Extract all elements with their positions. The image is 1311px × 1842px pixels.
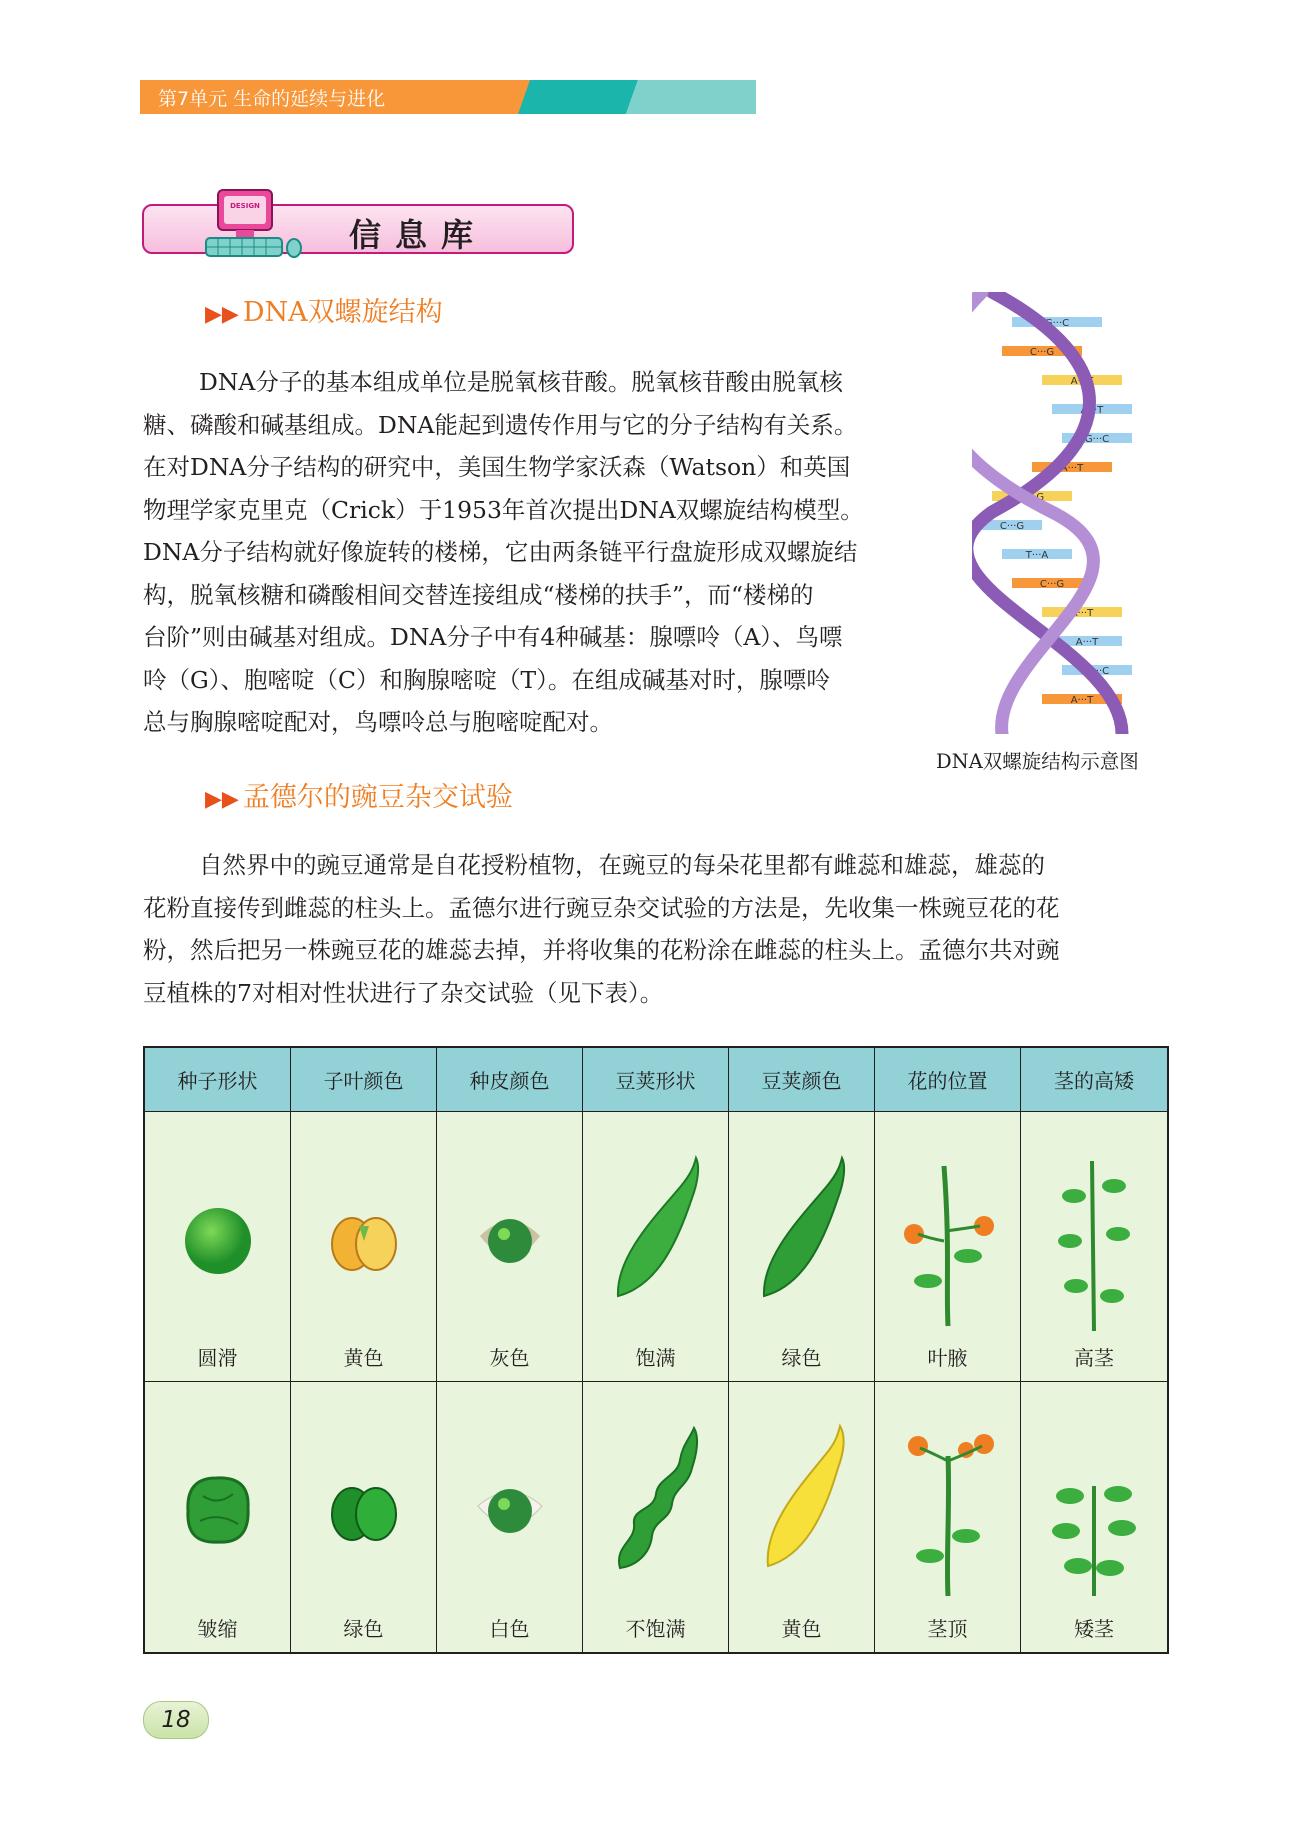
table-cell	[1021, 1112, 1167, 1382]
green-cotyledon-icon	[304, 1416, 424, 1606]
section-heading-dna-text: DNA双螺旋结构	[242, 297, 443, 328]
terminal-flower-icon	[888, 1416, 1008, 1606]
tall-stem-icon	[1034, 1146, 1154, 1336]
base-pair-label: C···G	[1019, 492, 1045, 503]
unit-header-orange	[140, 80, 530, 114]
white-seed-coat-icon	[450, 1416, 570, 1606]
base-pair-label: A···T	[1070, 608, 1094, 619]
table-cell	[291, 1112, 437, 1382]
mendel-line: 自然界中的豌豆通常是自花授粉植物，在豌豆的每朵花里都有雌蕊和雄蕊，雄蕊的	[199, 851, 1045, 879]
dna-line: 台阶”则由碱基对组成。DNA分子中有4种碱基：腺嘌呤（A）、鸟嘌	[143, 623, 843, 651]
table-header: 豆荚颜色	[729, 1048, 875, 1112]
table-header: 子叶颜色	[291, 1048, 437, 1112]
mendel-paragraph	[143, 844, 1169, 1014]
computer-screen-text: DESIGN	[230, 202, 260, 210]
unit-header-light-teal	[626, 80, 756, 114]
trait-label: 灰色	[489, 1346, 530, 1370]
dna-line: 总与胸腺嘧啶配对，鸟嘌呤总与胞嘧啶配对。	[143, 708, 613, 736]
constricted-pod-icon	[596, 1416, 716, 1606]
table-header: 花的位置	[875, 1048, 1021, 1112]
trait-label: 矮茎	[1074, 1617, 1114, 1641]
base-pair-label: A···T	[1070, 376, 1094, 387]
dwarf-stem-icon	[1034, 1416, 1154, 1606]
table-cell	[875, 1112, 1021, 1382]
dna-line: DNA分子的基本组成单位是脱氧核苷酸。脱氧核苷酸由脱氧核	[199, 368, 843, 396]
section-heading-mendel-text: 孟德尔的豌豆杂交试验	[242, 782, 513, 813]
unit-header-teal	[518, 80, 638, 114]
green-pod-icon	[742, 1146, 862, 1336]
dna-line: DNA分子结构就好像旋转的楼梯，它由两条链平行盘旋形成双螺旋结	[143, 538, 858, 566]
trait-label: 圆滑	[197, 1346, 238, 1370]
table-cell	[583, 1112, 729, 1382]
double-triangle-icon: ▶▶	[205, 787, 239, 812]
axial-flower-icon	[888, 1146, 1008, 1336]
double-triangle-icon: ▶▶	[205, 302, 239, 327]
mendel-line: 花粉直接传到雌蕊的柱头上。孟德尔进行豌豆杂交试验的方法是，先收集一株豌豆花的花	[143, 893, 1060, 922]
banner-title: 信息库	[349, 216, 488, 254]
trait-label: 不饱满	[625, 1617, 686, 1641]
trait-label: 叶腋	[927, 1346, 968, 1370]
base-pair-label: A···T	[1060, 463, 1084, 474]
trait-label: 饱满	[635, 1346, 676, 1370]
table-cell	[583, 1382, 729, 1652]
pea-traits-table	[143, 1046, 1169, 1654]
dna-paragraph	[143, 361, 940, 744]
base-pair-label: A···T	[1080, 405, 1104, 416]
base-pair-label: C···G	[1039, 579, 1065, 590]
table-header: 种子形状	[145, 1048, 291, 1112]
table-cell	[875, 1382, 1021, 1652]
base-pair-label: C···G	[1029, 347, 1055, 358]
base-pair-label: A···T	[1075, 637, 1099, 648]
table-cell	[145, 1112, 291, 1382]
figure-caption: DNA双螺旋结构示意图	[936, 750, 1139, 773]
mendel-line: 粉，然后把另一株豌豆花的雄蕊去掉，并将收集的花粉涂在雌蕊的柱头上。孟德尔共对豌	[143, 936, 1060, 964]
table-cell	[291, 1382, 437, 1652]
trait-label: 绿色	[781, 1346, 822, 1370]
gray-seed-coat-icon	[450, 1146, 570, 1336]
wrinkled-seed-icon	[158, 1416, 278, 1606]
dna-line: 糖、磷酸和碱基组成。DNA能起到遗传作用与它的分子结构有关系。	[143, 410, 858, 439]
dna-line: 呤（G）、胞嘧啶（C）和胸腺嘧啶（T）。在组成碱基对时，腺嘌呤	[143, 665, 830, 694]
table-cell	[437, 1382, 583, 1652]
table-header: 豆荚形状	[583, 1048, 729, 1112]
table-cell	[145, 1382, 291, 1652]
table-cell	[1021, 1382, 1167, 1652]
base-pair-label: C···G	[999, 521, 1025, 532]
page-number: 18	[143, 1701, 209, 1739]
section-heading-mendel	[205, 775, 513, 814]
base-pair-label: G···C	[1044, 318, 1070, 329]
table-cell	[729, 1382, 875, 1652]
table-cell	[729, 1112, 875, 1382]
yellow-cotyledon-icon	[304, 1146, 424, 1336]
unit-title: 第7单元 生命的延续与进化	[158, 88, 386, 110]
dna-line: 在对DNA分子结构的研究中，美国生物学家沃森（Watson）和英国	[143, 453, 851, 481]
trait-label: 绿色	[343, 1617, 384, 1641]
base-pair-label: G···C	[1084, 434, 1110, 445]
dna-line: 物理学家克里克（Crick）于1953年首次提出DNA双螺旋结构模型。	[143, 495, 864, 524]
unit-header-bar	[140, 80, 768, 114]
yellow-pod-icon	[742, 1416, 862, 1606]
section-heading-dna	[205, 290, 443, 329]
mendel-line: 豆植株的7对相对性状进行了杂交试验（见下表）。	[143, 978, 664, 1007]
trait-label: 皱缩	[197, 1617, 238, 1641]
trait-label: 黄色	[781, 1617, 822, 1641]
trait-label: 高茎	[1074, 1346, 1114, 1370]
round-seed-icon	[158, 1146, 278, 1336]
table-cell	[437, 1112, 583, 1382]
dna-helix-figure	[972, 292, 1137, 734]
table-header: 茎的高矮	[1021, 1048, 1167, 1112]
trait-label: 白色	[489, 1617, 530, 1641]
base-pair-label: A···T	[1070, 695, 1094, 706]
computer-icon	[204, 188, 304, 264]
trait-label: 黄色	[343, 1346, 384, 1370]
table-header: 种皮颜色	[437, 1048, 583, 1112]
dna-line: 构，脱氧核糖和磷酸相间交替连接组成“楼梯的扶手”，而“楼梯的	[143, 580, 814, 609]
full-pod-icon	[596, 1146, 716, 1336]
base-pair-label: T···A	[1025, 550, 1049, 561]
base-pair-label: G···C	[1084, 666, 1110, 677]
trait-label: 茎顶	[927, 1617, 968, 1641]
